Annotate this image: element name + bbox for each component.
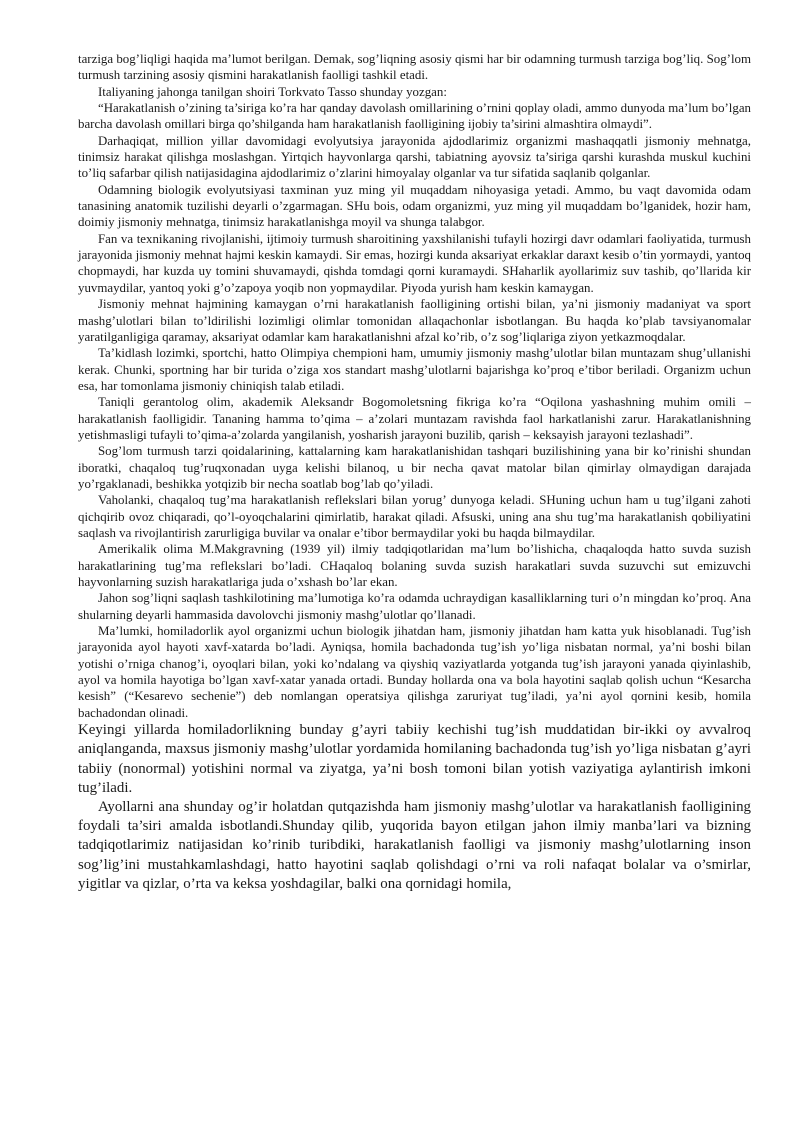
paragraph-3-quote: “Harakatlanish o’zining ta’siriga ko’ra har qanday davolash omillarining o’rnini qoplay oladi, ammo dunyoda ma’lum bo’lgan barcha davolash omillari birga qo’shilganda ham harakatlanish faolligining ijobiy ta’sirini almashtira olmaydi”. [78, 101, 751, 132]
paragraph-6: Fan va texnikaning rivojlanishi, ijtimoiy turmush sharoitining yaxshilanishi tufayli hozirgi davr odamlari faoliyatida, turmush jarayonida jismoniy mehnat hajmi keskin kamaydi. Sir emas, hozirgi kunda aksariyat erkaklar daraxt kesib o’tin yormaydi, yantoq chopmaydi, har kuzda uy tomini shuvamaydi, qishda tomdagi qorni kuramaydi. SHaharlik ayollarimiz suv tashib, qo’llarida kir yuvmaydilar, yantoq yoki g’o’zapoya yoqib non yopmaydilar. Piyoda yurish ham keskin kamaygan. [78, 231, 751, 295]
paragraph-9-quote: Taniqli gerantolog olim, akademik Aleksandr Bogomoletsning fikriga ko’ra “Oqilona yashashning muhim omili – harakatlanish faolligidir. Tananing hamma to’qima – a’zolari muntazam ravishda faol harkatlanishi zarur. Harakatlanishning yetishmasligi tufayli to’qima-a’zolarda yangilanish, yosharish jarayoni buzilib, qarish – keksayish jarayoni tezlashadi”. [78, 395, 751, 442]
paragraph-5: Odamning biologik evolyutsiyasi taxminan yuz ming yil muqaddam nihoyasiga yetadi. Ammo, bu vaqt davomida odam tanasining anatomik tuzilishi deyarli o’zgarmagan. SHu bois, odam organizmi, yuz ming yil muqaddam bo’lganidek, hozir ham, doimiy jismoniy mehnatga, tinimsiz harakatlanishga moyil va shunga talabgor. [78, 182, 751, 230]
paragraph-8: Ta’kidlash lozimki, sportchi, hatto Olimpiya chempioni ham, umumiy jismoniy mashg’ulotlar bilan muntazam shug’ullanishi kerak. Chunki, sportning har bir turida o’ziga xos standart mashg’ulotlarni bajarishga ko’proq e’tibor beriladi. Organizm uchun esa, har tomonlama jismoniy chiniqish talab etiladi. [78, 346, 751, 393]
paragraph-2: Italiyaning jahonga tanilgan shoiri Torkvato Tasso shunday yozgan: [98, 84, 447, 99]
paragraph-15: Keyingi yillarda homiladorlikning bunday g’ayri tabiiy kechishi tug’ish muddatidan bir-ikki oy avvalroq aniqlanganda, maxsus jismoniy mashg’ulotlar yordamida homilaning bachadonda tug’ish yo’liga nisbatan g’ayri tabiiy (nonormal) yotishini normal va ziyatga, ya’ni bosh tomoni bilan yotish vaziyatiga aylantirish imkoni tug’iladi. [78, 722, 751, 796]
paragraph-10: Sog’lom turmush tarzi qoidalarining, kattalarning kam harakatlanishidan tashqari buzilishining yana bir ko’rinishi shundan iboratki, chaqaloq tug’ruqxonadan uyga kelishi bilanoq, u bir necha qavat matolar bilan qimirlay olmaydigan darajada yo’rgaklanadi, beshikka yotqizib bir necha soatlab bog’lab qo’yiladi. [78, 444, 751, 491]
document-page [78, 51, 751, 894]
paragraph-14: Ma’lumki, homiladorlik ayol organizmi uchun biologik jihatdan ham, jismoniy jihatdan ham katta yuk hisoblanadi. Tug’ish jarayonida ayol hayoti xavf-xatarda bo’ladi. Ayniqsa, homila bachadonda tug’ish yo’liga nisbatan normal, ya’ni boshi bilan yotishi o’rniga chanog’i, oyoqlari bilan, yoki ko’ndalang va qiyshiq vaziyatlarda yotganda tug’ish jarayoni yanada qiyinlashib, ayol va homila hayotiga bo’lgan xavf-xatar yanada ortadi. Bunday hollarda ona va bola hayotini saqlab qolish uchun “Kesarcha kesish” (“Kesarevo sechenie”) deb nomlangan operatsiya qilishga zaruriyat tug’iladi, ya’ni ayol qornini kesib, homila bachadondan olinadi. [78, 624, 751, 720]
paragraph-1: tarziga bog’liqligi haqida ma’lumot berilgan. Demak, sog’liqning asosiy qismi har bir odamning turmush tarziga bog’liq. Sog’lom turmush tarzining asosiy qismini harakatlanish faolligi tashkil etadi. [78, 52, 751, 83]
paragraph-11: Vaholanki, chaqaloq tug’ma harakatlanish reflekslari bilan yorug’ dunyoga keladi. SHuning uchun ham u tug’ilgani zahoti qichqirib ovoz chiqaradi, qo’l-oyoqchalarini qimirlatib, harakat qiladi. Afsuski, uning ana shu tug’ma harakatlanish qobiliyatini saqlash va rivojlantirish zarurligiga buvilar va onalar e’tibor bermaydilar yoki bu haqda bilmaydilar. [78, 493, 751, 540]
paragraph-12: Amerikalik olima M.Makgravning (1939 yil) ilmiy tadqiqotlaridan ma’lum bo’lishicha, chaqaloqda hatto suvda suzish harakatlarining tug’ma reflekslari bo’ladi. CHaqaloq bolaning suvda suzish harakatlari suvda suzuvchi sut emizuvchi hayvonlarning suzish harakatlariga juda o’xshash bo’lar ekan. [78, 542, 751, 589]
paragraph-13: Jahon sog’liqni saqlash tashkilotining ma’lumotiga ko’ra odamda uchraydigan kasalliklarning turi o’n mingdan ko’proq. Ana shularning deyarli hammasida davolovchi jismoniy mashg’ulotlar qo’llanadi. [78, 591, 751, 622]
paragraph-7: Jismoniy mehnat hajmining kamaygan o’rni harakatlanish faolligining ortishi bilan, ya’ni jismoniy madaniyat va sport mashg’ulotlari bilan to’ldirilishi lozimligi olimlar tomonidan allaqachonlar isbotlangan. Bu haqda ko’plab tavsiyanomalar yaratilganligiga qaramay, aksariyat odamlar kam harakatlanishni afzal ko’rib, o’z sog’liqlariga ziyon yetkazmoqdalar. [78, 297, 751, 344]
paragraph-16: Ayollarni ana shunday og’ir holatdan qutqazishda ham jismoniy mashg’ulotlar va harakatlanish faolligining foydali ta’siri amalda isbotlandi.Shunday qilib, yuqorida bayon etilgan jahon ilmiy manba’lari va bizning tadqiqotlarimiz natijasidan ko’rinib turibdiki, harakatlanish faolligi va jismoniy mashg’ulotlarning inson sog’lig’ini mustahkamlashdagi, hatto hayotini saqlab qolishdagi o’rni va roli nafaqat bolalar va o’smirlar, yigitlar va qizlar, o’rta va keksa yoshdagilar, balki ona qornidagi homila, [78, 798, 751, 892]
paragraph-4: Darhaqiqat, million yillar davomidagi evolyutsiya jarayonida ajdodlarimiz organizmi mashaqqatli jismoniy mehnatga, tinimsiz harakat qilishga moslashgan. Yirtqich hayvonlarga qarshi, tabiatning ayovsiz ta’siriga qarshi kurashda muskul kuchini to’liq safarbar qilish natijasidagina ajdodlarimiz o’zlarini himoyalay olganlar va tur sifatida saqlanib qolganlar. [78, 133, 751, 181]
